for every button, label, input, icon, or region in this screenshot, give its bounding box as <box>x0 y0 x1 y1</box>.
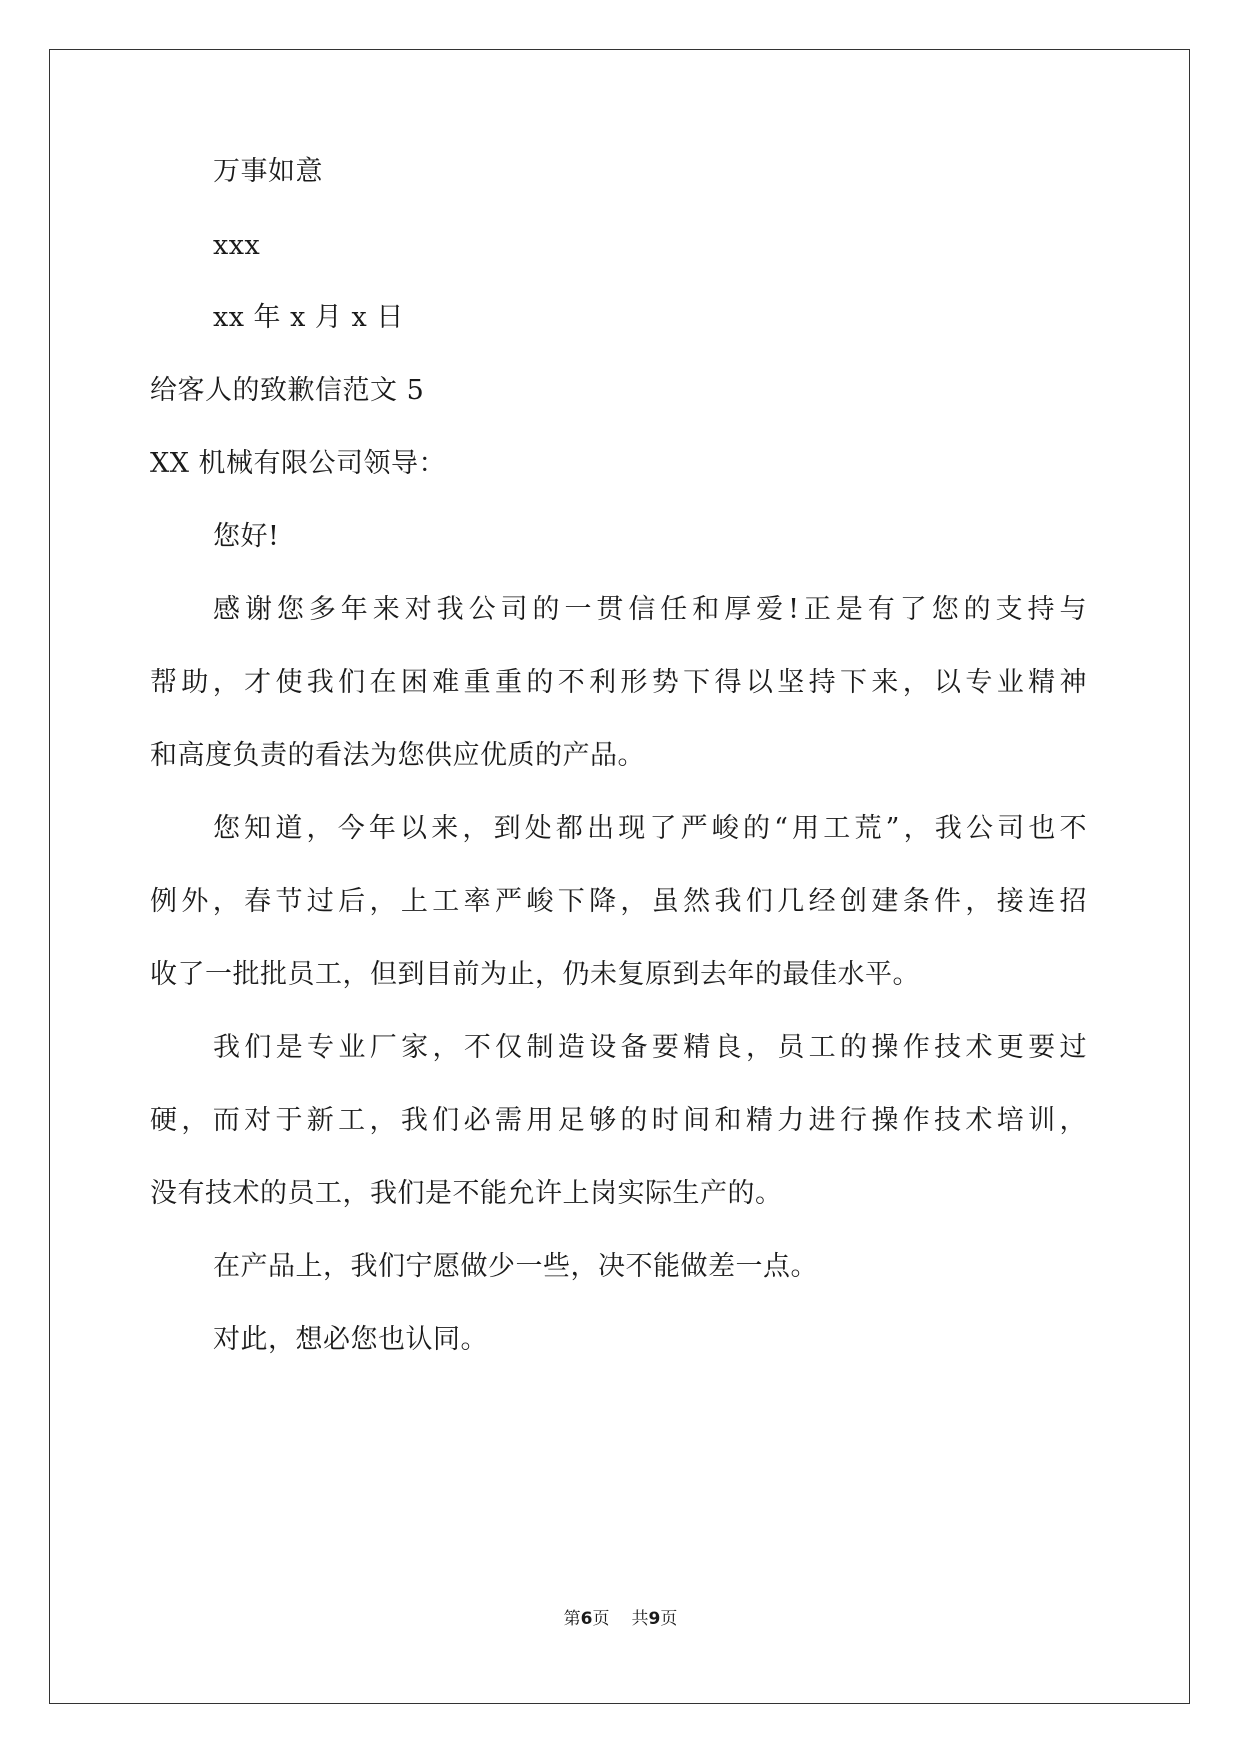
paragraph-line: 和高度负责的看法为您供应优质的产品。 <box>150 740 645 771</box>
total-prefix: 共 <box>631 1609 649 1629</box>
recipient-line: XX 机械有限公司领导： <box>150 448 447 479</box>
paragraph-line: 没有技术的员工，我们是不能允许上岗实际生产的。 <box>150 1178 783 1209</box>
paragraph-line: 在产品上，我们宁愿做少一些，决不能做差一点。 <box>213 1251 818 1282</box>
total-suffix: 页 <box>660 1609 678 1629</box>
greeting-line: 您好! <box>213 521 280 552</box>
paragraph-line: 例外，春节过后，上工率严峻下降，虽然我们几经创建条件，接连招 <box>150 886 1087 917</box>
paragraph-line: 硬，而对于新工，我们必需用足够的时间和精力进行操作技术培训， <box>150 1105 1087 1136</box>
paragraph-line: 收了一批批员工，但到目前为止，仍未复原到去年的最佳水平。 <box>150 959 920 990</box>
section-title: 给客人的致歉信范文 5 <box>150 375 425 406</box>
page-current: 6 <box>580 1609 593 1629</box>
page-total: 9 <box>648 1609 661 1629</box>
closing-line: 万事如意 <box>213 156 323 187</box>
date-line: xx 年 x 月 x 日 <box>213 302 404 333</box>
page-footer <box>0 1607 1241 1631</box>
paragraph-line: 对此，想必您也认同。 <box>213 1324 488 1355</box>
signature-line: xxx <box>213 230 261 261</box>
paragraph-line: 感谢您多年来对我公司的一贯信任和厚爱!正是有了您的支持与 <box>213 594 1087 625</box>
paragraph-line: 我们是专业厂家，不仅制造设备要精良，员工的操作技术更要过 <box>213 1032 1087 1063</box>
paragraph-line: 帮助，才使我们在困难重重的不利形势下得以坚持下来，以专业精神 <box>150 667 1087 698</box>
page-suffix: 页 <box>592 1609 610 1629</box>
paragraph-line: 您知道，今年以来，到处都出现了严峻的“用工荒”，我公司也不 <box>213 813 1087 844</box>
page-prefix: 第 <box>563 1609 581 1629</box>
